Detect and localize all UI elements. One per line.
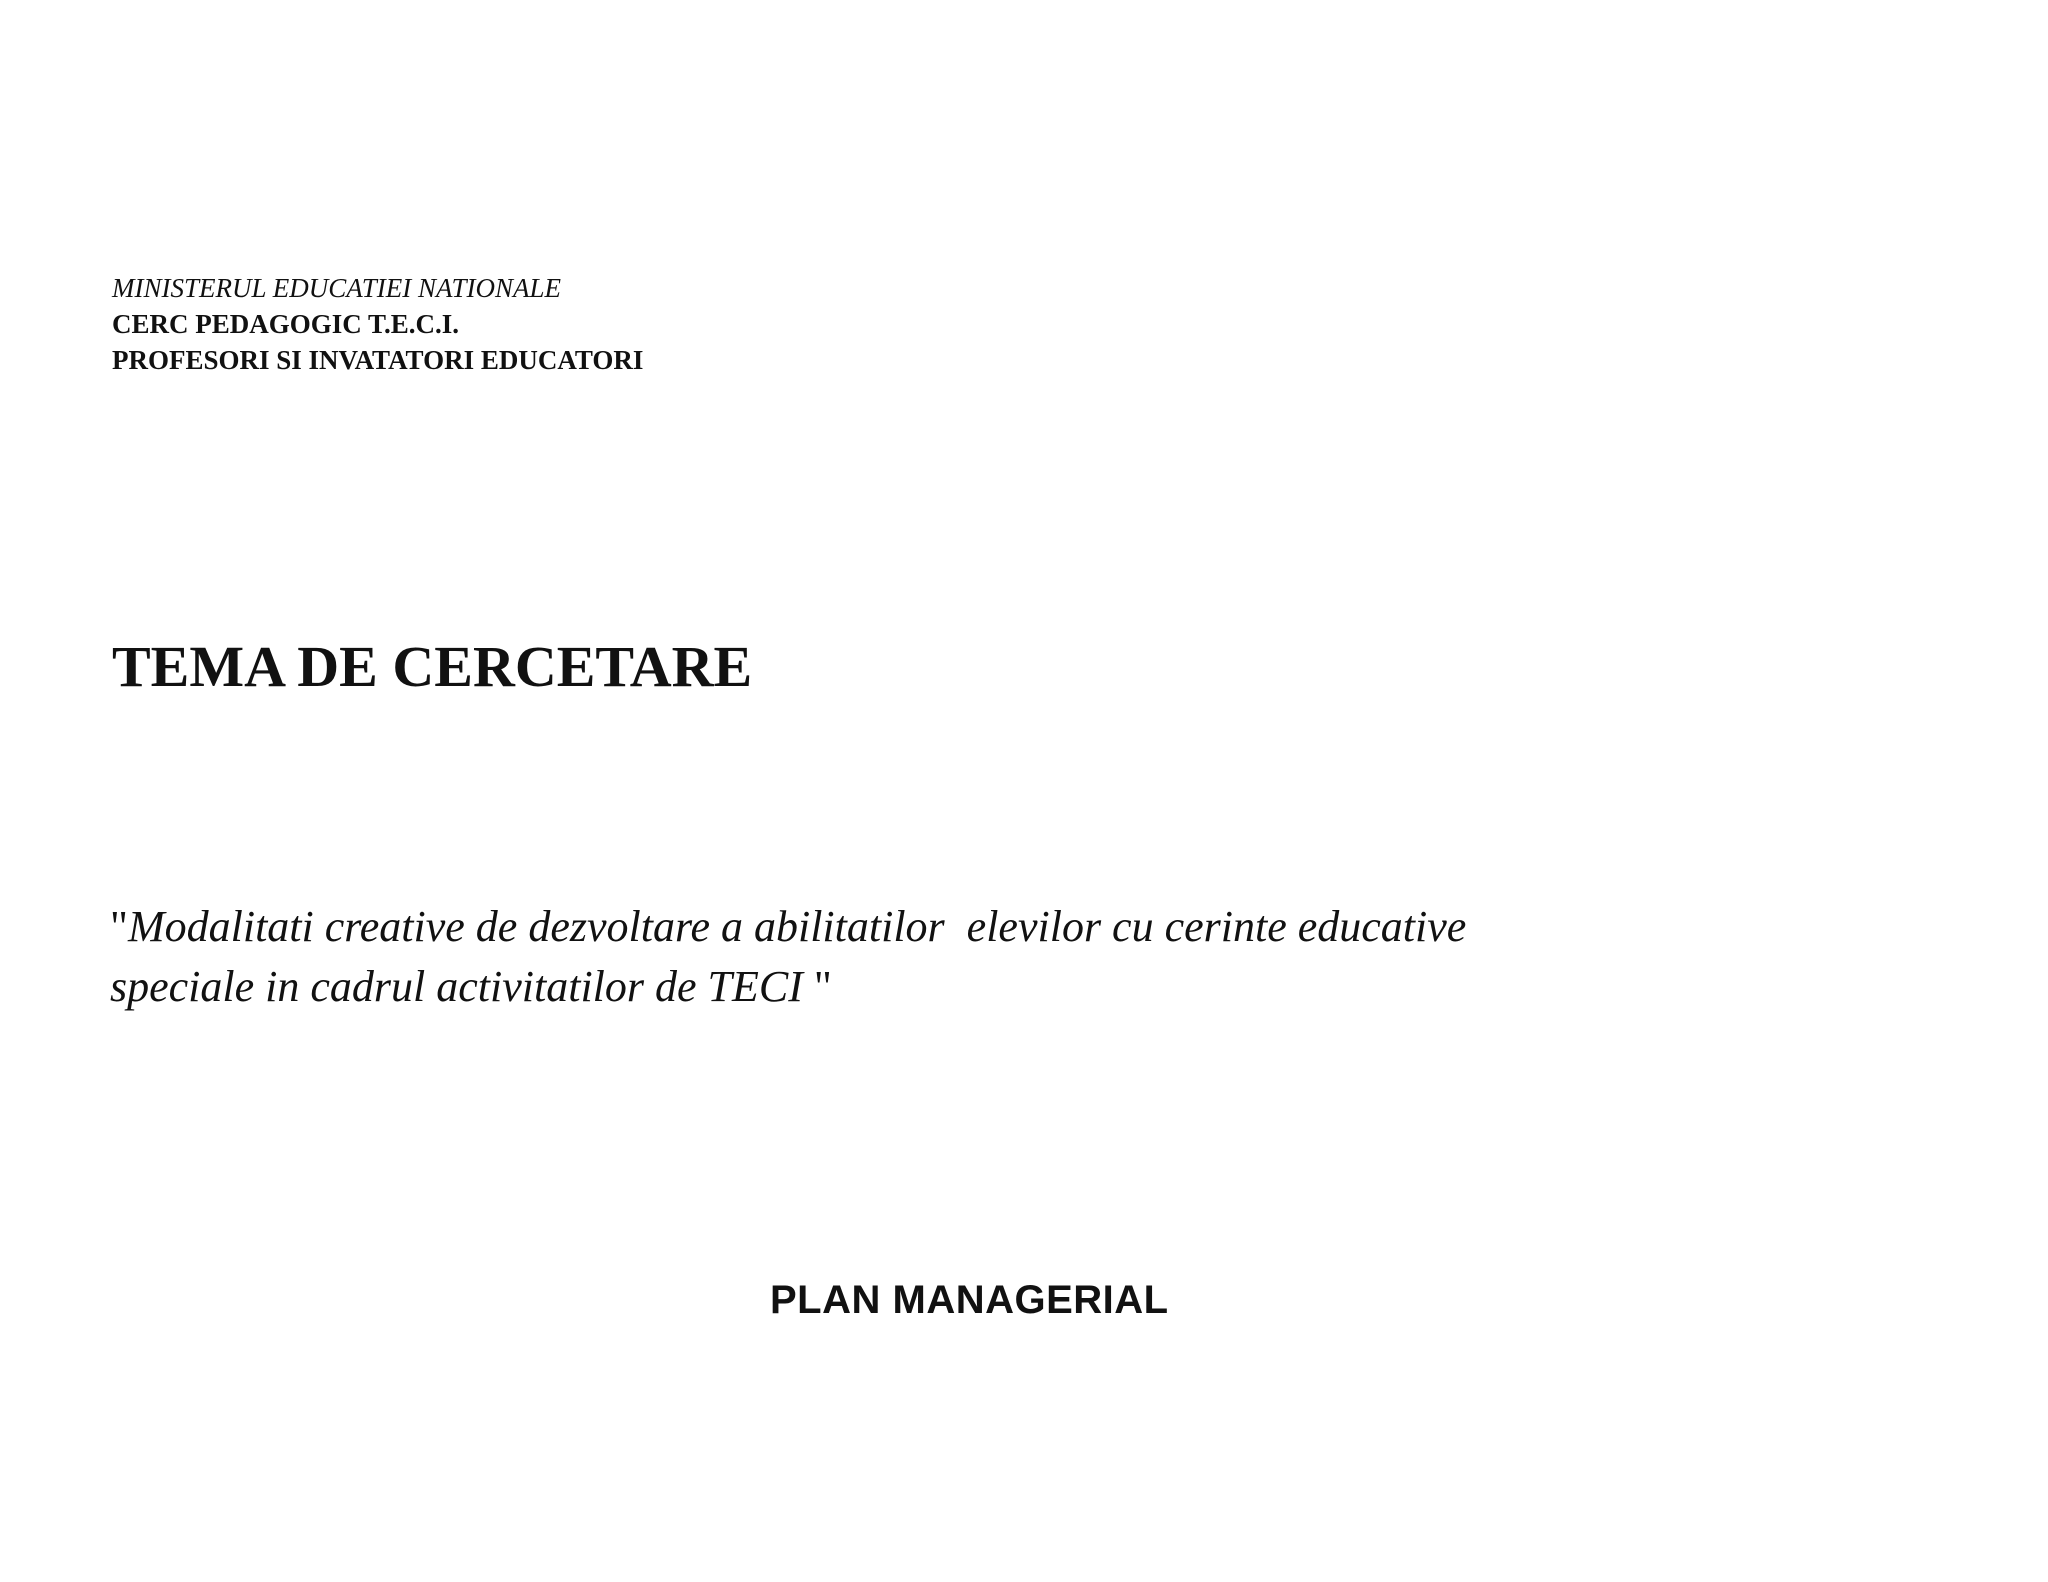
theme-text-line-1: Modalitati creative de dezvoltare a abilitatilor elevilor cu cerinte educative bbox=[127, 902, 1467, 951]
close-quote: " bbox=[813, 962, 832, 1011]
open-quote: " bbox=[110, 902, 128, 951]
theme-line-2 bbox=[110, 957, 1760, 1017]
research-theme-text bbox=[110, 897, 1760, 1017]
institution-header bbox=[112, 270, 1012, 378]
audience-line: PROFESORI SI INVATATORI EDUCATORI bbox=[112, 345, 644, 375]
ministry-name: MINISTERUL EDUCATIEI NATIONALE bbox=[112, 273, 562, 303]
research-theme-heading: TEMA DE CERCETARE bbox=[112, 634, 753, 699]
theme-text-line-2: speciale in cadrul activitatilor de TECI bbox=[110, 962, 814, 1011]
theme-line-1 bbox=[110, 897, 1760, 957]
pedagogic-circle-name: CERC PEDAGOGIC T.E.C.I. bbox=[112, 309, 460, 339]
plan-managerial-heading: PLAN MANAGERIAL bbox=[770, 1278, 1169, 1322]
